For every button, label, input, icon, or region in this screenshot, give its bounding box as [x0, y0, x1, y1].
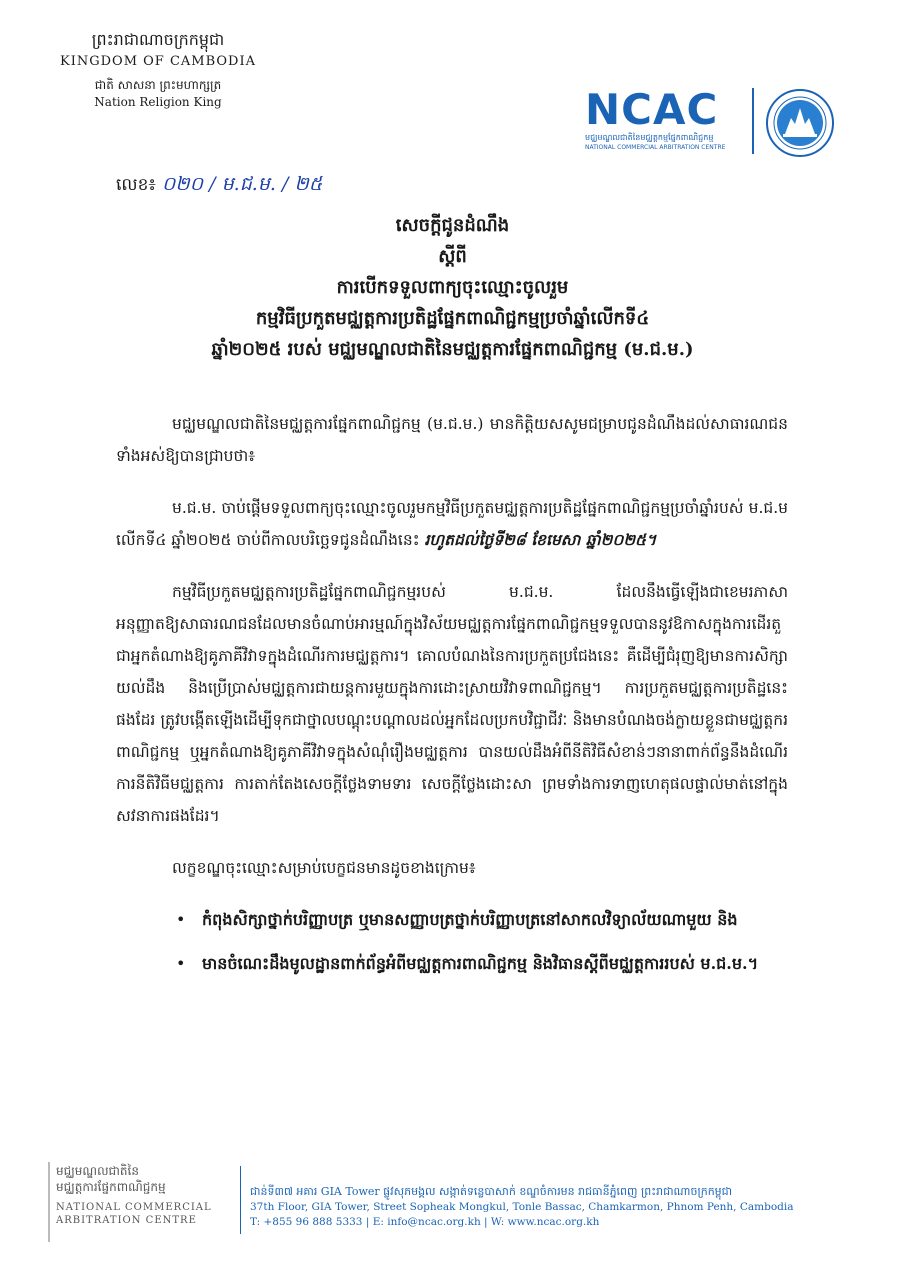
logo-subtitle-km: មជ្ឈមណ្ឌលជាតិនៃមជ្ឈត្តកម្មផ្នែកពាណិជ្ជកម្ម — [585, 133, 714, 142]
ncac-logo — [585, 85, 745, 152]
title-line-3: ការបើកទទួលពាក្យចុះឈ្មោះចូលរួម — [336, 277, 569, 298]
kingdom-km: ព្រះរាជាណាចក្រកម្ពុជា — [91, 30, 225, 49]
paragraph-2-text: ម.ជ.ម. ចាប់ផ្តើមទទួលពាក្យចុះឈ្មោះចូលរួមកម្មវិធីប្រកួតមជ្ឈត្តការប្រតិដ្ឋផ្នែកពាណិជ្ជកម្មប្រចាំឆ្នាំរបស់ ម.ជ.ម លើកទី៤ ឆ្នាំ២០២៥ ចាប់ពីកាលបរិច្ឆេទជូនដំណឹងនេះ — [116, 499, 788, 549]
list-item — [176, 948, 788, 980]
bullet-icon: • — [176, 910, 186, 929]
kingdom-en: KINGDOM OF CAMBODIA — [60, 54, 256, 69]
logo-wordmark: NCAC — [585, 85, 719, 134]
footer-divider — [240, 1166, 241, 1234]
logo-subtitle-en: NATIONAL COMMERCIAL ARBITRATION CENTRE — [585, 144, 726, 151]
kingdom-header — [58, 30, 258, 110]
paragraph-1: មជ្ឈមណ្ឌលជាតិនៃមជ្ឈត្តការផ្នែកពាណិជ្ជកម្ម (ម.ជ.ម.) មានកិត្តិយសសូមជម្រាបជូនដំណឹងដល់សាធារណជនទាំងអស់ឱ្យបានជ្រាបថា៖ — [116, 415, 788, 465]
logo-divider — [752, 88, 754, 154]
list-item-text: កំពុងសិក្សាថ្នាក់បរិញ្ញាបត្រ ឬមានសញ្ញាបត្រថ្នាក់បរិញ្ញាបត្រនៅសាកលវិទ្យាល័យណាមួយ និង — [202, 910, 738, 929]
notice-body — [116, 408, 788, 992]
title-line-4: កម្មវិធីប្រកួតមជ្ឈត្តការប្រតិដ្ឋផ្នែកពាណិជ្ជកម្មប្រចាំឆ្នាំលើកទី៤ — [255, 308, 650, 329]
footer-org-en-2: ARBITRATION CENTRE — [56, 1215, 197, 1227]
footer-contact — [250, 1184, 850, 1230]
footer-rule — [48, 1162, 50, 1242]
reference-label: លេខ៖ — [116, 175, 156, 195]
footer-contact-line: T: +855 96 888 5333 | E: info@ncac.org.kh | W: www.ncac.org.kh — [250, 1216, 600, 1229]
motto-km: ជាតិ សាសនា ព្រះមហាក្សត្រ — [94, 78, 222, 93]
list-item — [176, 904, 788, 936]
paragraph-2 — [116, 492, 788, 556]
list-item-text: មានចំណេះដឹងមូលដ្ឋានពាក់ព័ន្ធអំពីមជ្ឈត្តការពាណិជ្ជកម្ម និងវិធានស្តីពីមជ្ឈត្តការរបស់ ម.ជ.ម.។ — [202, 954, 759, 973]
footer-address-km: ជាន់ទី៣៧ អគារ GIA Tower ផ្លូវសុភមង្គល សង្កាត់ទន្លេបាសាក់ ខណ្ឌចំការមន រាជធានីភ្នំពេញ ព្រះរាជាណាចក្រកម្ពុជា — [250, 1185, 733, 1198]
title-line-2: ស្តីពី — [438, 246, 467, 267]
conditions-lead: លក្ខខណ្ឌចុះឈ្មោះសម្រាប់បេក្ខជនមានដូចខាងក្រោម៖ — [172, 859, 476, 877]
notice-title — [90, 210, 815, 365]
title-line-1: សេចក្តីជូនដំណឹង — [395, 215, 510, 236]
reference-number — [116, 172, 322, 200]
footer-org-km-2: មជ្ឈត្តការផ្នែកពាណិជ្ជកម្ម — [56, 1179, 166, 1194]
title-line-5: ឆ្នាំ២០២៥ របស់ មជ្ឈមណ្ឌលជាតិនៃមជ្ឈត្តការផ្នែកពាណិជ្ជកម្ម (ម.ជ.ម.) — [211, 339, 694, 360]
bullet-icon: • — [176, 954, 186, 973]
footer-address-en: 37th Floor, GIA Tower, Street Sopheak Mongkul, Tonle Bassac, Chamkarmon, Phnom Penh, Cambodia — [250, 1200, 794, 1213]
conditions-list — [116, 904, 788, 980]
deadline-text: រហូតដល់ថ្ងៃទី២៨ ខែមេសា ឆ្នាំ២០២៥។ — [424, 530, 657, 549]
ncac-seal-icon — [765, 88, 835, 158]
footer-org-km-1: មជ្ឈមណ្ឌលជាតិនៃ — [56, 1164, 139, 1178]
motto-en: Nation Religion King — [94, 95, 222, 110]
reference-value: ០២០ / ម.ជ.ម. / ២៥ — [161, 173, 323, 195]
paragraph-3: កម្មវិធីប្រកួតមជ្ឈត្តការប្រតិដ្ឋផ្នែកពាណិជ្ជកម្មរបស់ ម.ជ.ម. ដែលនឹងធ្វើឡើងជាខេមរភាសា អនុញ្ញាតឱ្យសាធារណជនដែលមានចំណាប់អារម្មណ៍ក្នុងវិស័យមជ្ឈត្តការផ្នែកពាណិជ្ជកម្មទទួលបាននូវឱកាសក្នុងការដើរតួជាអ្នកតំណាងឱ្យគូភាគីវិវាទក្នុងដំណើរការមជ្ឈត្តការ។ គោលបំណងនៃការប្រកួតប្រជែងនេះ គឺដើម្បីជំរុញឱ្យមានការសិក្សាយល់ដឹង និងប្រើប្រាស់មជ្ឈត្តការជាយន្តការមួយក្នុងការដោះស្រាយវិវាទពាណិជ្ជកម្ម។ ការប្រកួតមជ្ឈត្តការប្រតិដ្ឋនេះផងដែរ ត្រូវបង្កើតឡើងដើម្បីទុកជាថ្នាលបណ្តុះបណ្តាលដល់អ្នកដែលប្រកបវិជ្ជាជីវៈ និងមានបំណងចង់ក្លាយខ្លួនជាមជ្ឈត្តករពាណិជ្ជកម្ម ឬអ្នកតំណាងឱ្យគូភាគីវិវាទក្នុងសំណុំរឿងមជ្ឈត្តការ បានយល់ដឹងអំពីនីតិវិធីសំខាន់ៗនានាពាក់ព័ន្ធនឹងដំណើរការនីតិវិធីមជ្ឈត្តការ ការតាក់តែងសេចក្តីថ្លែងទាមទារ សេចក្តីថ្លែងដោះសា ព្រមទាំងការទាញហេតុផលផ្ទាល់មាត់នៅក្នុងសវនាការផងដែរ។ — [116, 583, 788, 825]
footer-org — [56, 1164, 221, 1227]
footer-org-en-1: NATIONAL COMMERCIAL — [56, 1202, 212, 1214]
